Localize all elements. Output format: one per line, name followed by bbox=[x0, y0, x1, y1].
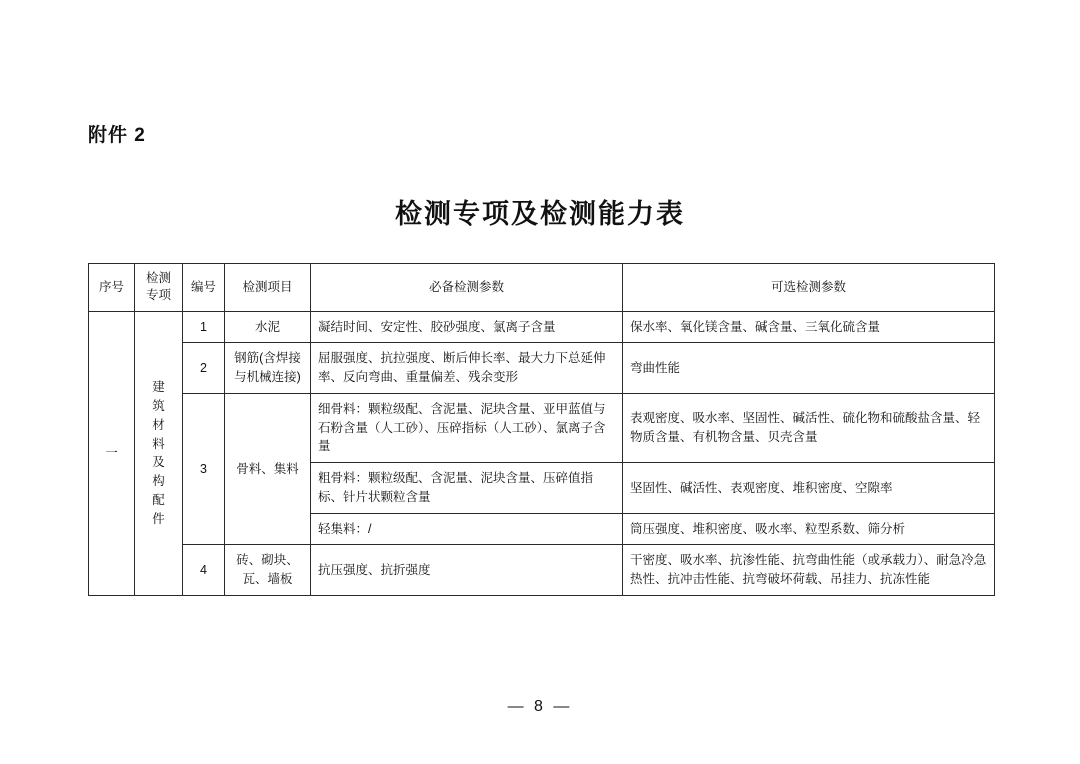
row-required-params: 粗骨料：颗粒级配、含泥量、泥块含量、压碎值指标、针片状颗粒含量 bbox=[311, 463, 623, 514]
column-header-optional-params: 可选检测参数 bbox=[623, 264, 995, 312]
row-item: 砖、砌块、瓦、墙板 bbox=[225, 545, 311, 596]
column-header-specialty: 检测专项 bbox=[135, 264, 183, 312]
row-optional-params: 表观密度、吸水率、坚固性、碱活性、硫化物和硫酸盐含量、轻物质含量、有机物含量、贝壳含量 bbox=[623, 393, 995, 462]
column-header-number: 编号 bbox=[183, 264, 225, 312]
row-item: 钢筋(含焊接与机械连接) bbox=[225, 343, 311, 394]
table-header-row bbox=[89, 264, 995, 312]
row-required-params: 屈服强度、抗拉强度、断后伸长率、最大力下总延伸率、反向弯曲、重量偏差、残余变形 bbox=[311, 343, 623, 394]
table-row bbox=[89, 545, 995, 596]
table-row bbox=[89, 343, 995, 394]
row-required-params: 细骨料：颗粒级配、含泥量、泥块含量、亚甲蓝值与石粉含量（人工砂）、压碎指标（人工砂）、氯离子含量 bbox=[311, 393, 623, 462]
page-title: 检测专项及检测能力表 bbox=[395, 199, 685, 229]
row-item: 水泥 bbox=[225, 311, 311, 343]
column-header-seq: 序号 bbox=[89, 264, 135, 312]
group-seq-cell: 一 bbox=[89, 311, 135, 595]
row-optional-params: 保水率、氧化镁含量、碱含量、三氧化硫含量 bbox=[623, 311, 995, 343]
row-number: 3 bbox=[183, 393, 225, 545]
detection-table bbox=[88, 263, 995, 596]
row-number: 1 bbox=[183, 311, 225, 343]
row-number: 2 bbox=[183, 343, 225, 394]
group-specialty-cell: 建筑材料及构配件 bbox=[135, 311, 183, 595]
row-item: 骨料、集料 bbox=[225, 393, 311, 545]
row-optional-params: 坚固性、碱活性、表观密度、堆积密度、空隙率 bbox=[623, 463, 995, 514]
column-header-required-params: 必备检测参数 bbox=[311, 264, 623, 312]
row-optional-params: 干密度、吸水率、抗渗性能、抗弯曲性能（或承载力）、耐急冷急热性、抗冲击性能、抗弯破坏荷载、吊挂力、抗冻性能 bbox=[623, 545, 995, 596]
table-row bbox=[89, 311, 995, 343]
table-row bbox=[89, 393, 995, 462]
column-header-item: 检测项目 bbox=[225, 264, 311, 312]
row-number: 4 bbox=[183, 545, 225, 596]
detection-table-container bbox=[88, 263, 994, 596]
row-required-params: 凝结时间、安定性、胶砂强度、氯离子含量 bbox=[311, 311, 623, 343]
row-optional-params: 弯曲性能 bbox=[623, 343, 995, 394]
row-required-params: 轻集料：/ bbox=[311, 513, 623, 545]
page-number: — 8 — bbox=[507, 698, 573, 715]
row-optional-params: 筒压强度、堆积密度、吸水率、粒型系数、筛分析 bbox=[623, 513, 995, 545]
attachment-label: 附件 2 bbox=[88, 125, 146, 146]
row-required-params: 抗压强度、抗折强度 bbox=[311, 545, 623, 596]
